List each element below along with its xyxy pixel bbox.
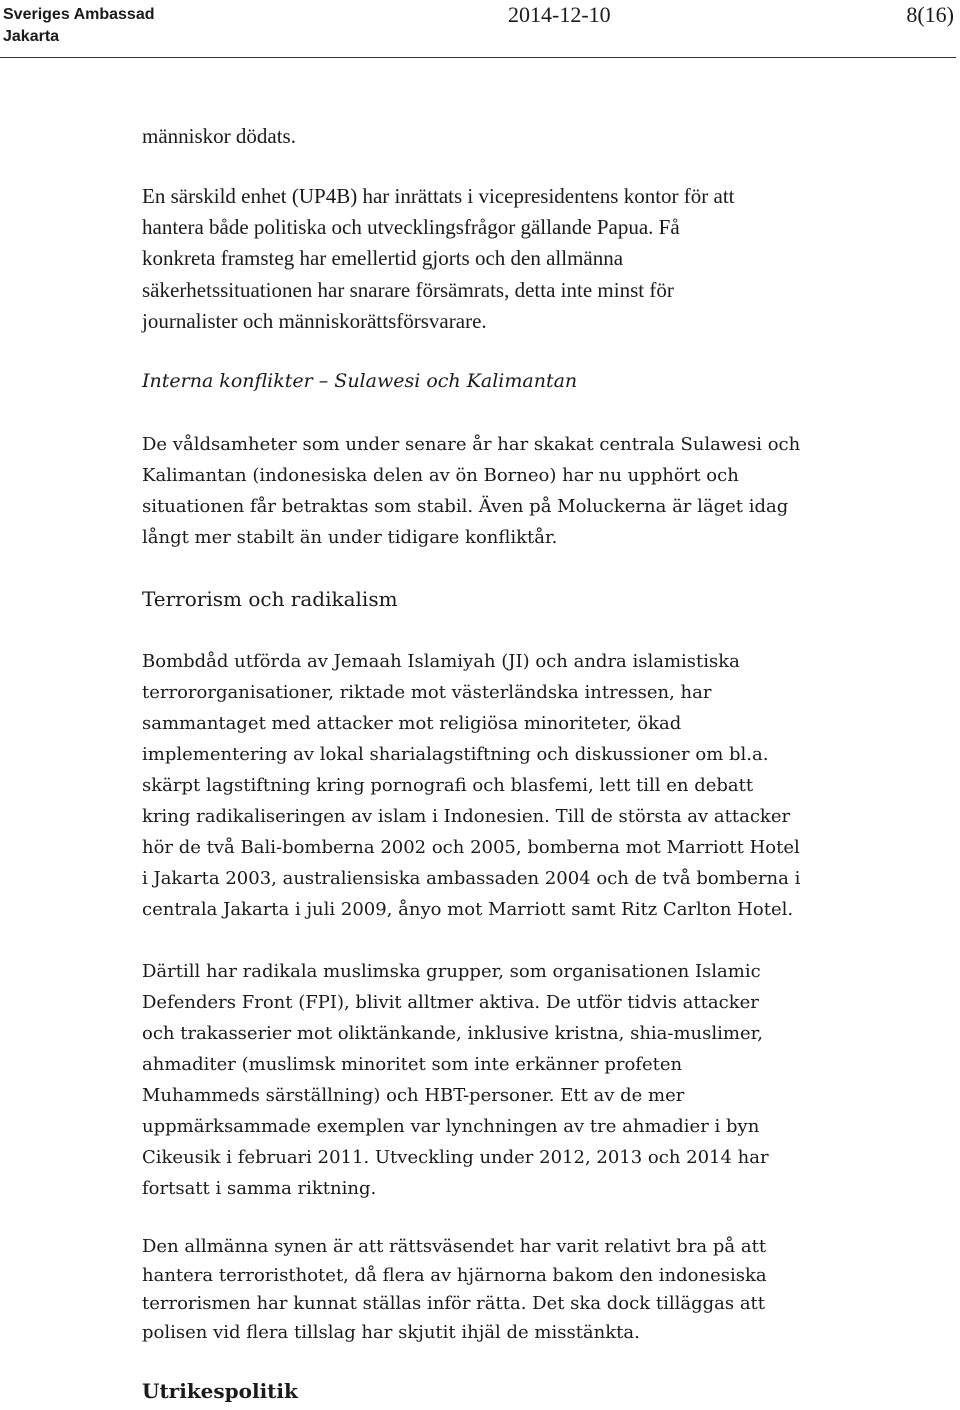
- text-line: terrorismen har kunnat ställas inför rätta. Det ska dock tilläggas att: [142, 1293, 766, 1315]
- text-line: skärpt lagstiftning kring pornografi och blasfemi, lett till en debatt: [142, 775, 754, 796]
- text-line: Kalimantan (indonesiska delen av ön Borneo) har nu upphört och: [142, 465, 739, 486]
- text-line: terrororganisationer, riktade mot västerländska intressen, har: [142, 682, 712, 703]
- text-line: uppmärksammade exemplen var lynchningen av tre ahmadier i byn: [142, 1116, 760, 1137]
- paragraph-up4b: [142, 181, 735, 337]
- text-line: konkreta framsteg har emellertid gjorts och den allmänna: [142, 246, 624, 271]
- text-line: situationen får betraktas som stabil. Även på Moluckerna är läget idag: [142, 496, 789, 517]
- text-line: hör de två Bali-bomberna 2002 och 2005, bomberna mot Marriott Hotel: [142, 837, 800, 858]
- text-line: implementering av lokal sharialagstiftning och diskussioner om bl.a.: [142, 744, 769, 765]
- embassy-name-line-1: Sveriges Ambassad: [3, 6, 155, 23]
- text-line: Defenders Front (FPI), blivit alltmer aktiva. De utför tidvis attacker: [142, 992, 759, 1013]
- text-line: polisen vid flera tillslag har skjutit ihjäl de misstänkta.: [142, 1322, 640, 1344]
- text-line: i Jakarta 2003, australiensiska ambassaden 2004 och de två bomberna i: [142, 868, 801, 889]
- text-line: långt mer stabilt än under tidigare konfliktår.: [142, 527, 558, 548]
- text-line: Därtill har radikala muslimska grupper, som organisationen Islamic: [142, 961, 761, 982]
- text-line: människor dödats.: [142, 124, 296, 148]
- text-line: Den allmänna synen är att rättsväsendet har varit relativt bra på att: [142, 1236, 767, 1257]
- paragraph-intro: [142, 121, 296, 152]
- paragraph-internal-conflicts: [142, 429, 800, 553]
- text-line: Cikeusik i februari 2011. Utveckling under 2012, 2013 och 2014 har: [142, 1147, 769, 1168]
- heading-foreign-policy: Utrikespolitik: [142, 1379, 298, 1403]
- text-line: De våldsamheter som under senare år har skakat centrala Sulawesi och: [142, 434, 801, 455]
- paragraph-terrorism-1: [142, 646, 800, 925]
- text-line: hantera både politiska och utvecklingsfrågor gällande Papua. Få: [142, 215, 680, 240]
- text-line: ahmaditer (muslimsk minoritet som inte erkänner profeten: [142, 1054, 683, 1075]
- document-date: 2014-12-10: [508, 2, 611, 27]
- text-line: centrala Jakarta i juli 2009, ånyo mot Marriott samt Ritz Carlton Hotel.: [142, 899, 794, 920]
- text-line: sammantaget med attacker mot religiösa minoriteter, ökad: [142, 713, 682, 734]
- paragraph-terrorism-2: [142, 956, 769, 1204]
- embassy-name: [3, 4, 154, 48]
- page-number: 8(16): [906, 2, 954, 27]
- embassy-name-line-2: Jakarta: [3, 28, 60, 45]
- page-header: [0, 0, 960, 62]
- text-line: kring radikaliseringen av islam i Indonesien. Till de största av attacker: [142, 806, 791, 827]
- heading-terrorism: Terrorism och radikalism: [142, 587, 398, 611]
- text-line: Bombdåd utförda av Jemaah Islamiyah (JI) och andra islamistiska: [142, 651, 740, 672]
- header-divider: [0, 57, 956, 58]
- text-line: och trakasserier mot oliktänkande, inklusive kristna, shia-muslimer,: [142, 1023, 763, 1044]
- text-line: fortsatt i samma riktning.: [142, 1178, 377, 1199]
- text-line: En särskild enhet (UP4B) har inrättats i vicepresidentens kontor för att: [142, 184, 735, 208]
- paragraph-terrorism-3: [142, 1233, 767, 1348]
- heading-internal-conflicts: Interna konflikter – Sulawesi och Kalimantan: [142, 370, 578, 392]
- text-line: säkerhetssituationen har snarare försämrats, detta inte minst för: [142, 277, 674, 302]
- text-line: journalister och människorättsförsvarare.: [142, 308, 487, 333]
- text-line: Muhammeds särställning) och HBT-personer. Ett av de mer: [142, 1085, 685, 1106]
- text-line: hantera terroristhotet, då flera av hjärnorna bakom den indonesiska: [142, 1264, 767, 1286]
